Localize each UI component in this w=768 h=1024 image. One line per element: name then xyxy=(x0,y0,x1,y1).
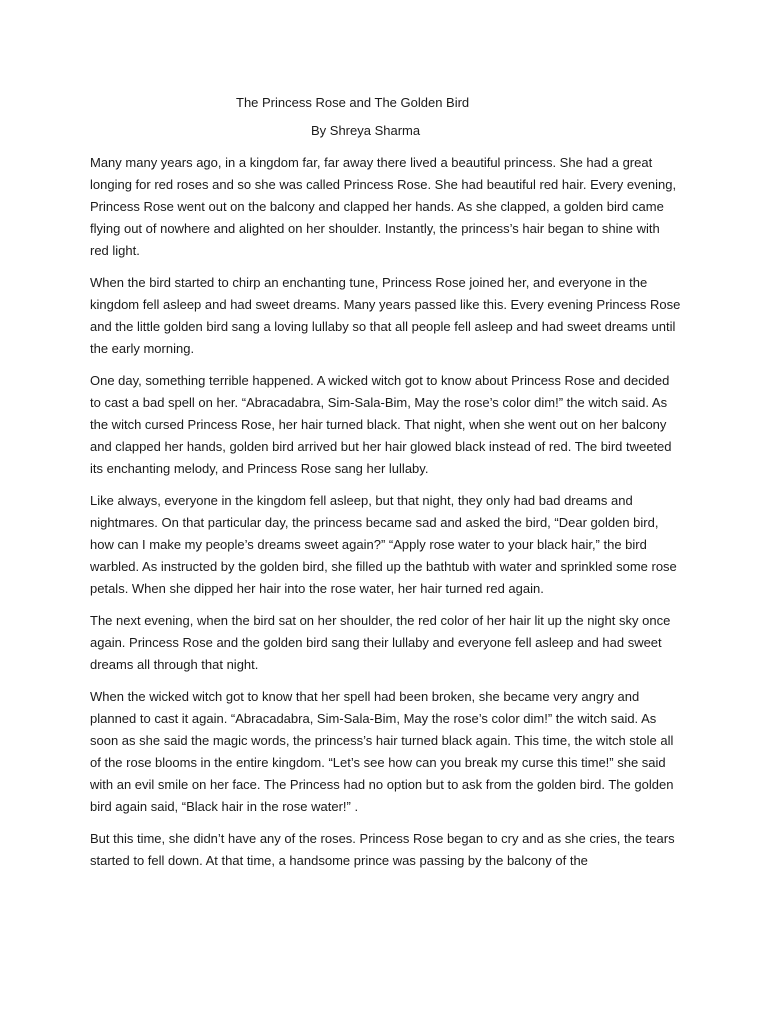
paragraph-6: When the wicked witch got to know that her spell had been broken, she became very angry and planned to cast it again. “Abracadabra, Sim-Sala-Bim, May the rose’s color dim!” the witch said. As soon as she said the magic words, the princess’s hair turned black again. This time, the witch stole all of the rose blooms in the entire kingdom. “Let’s see how can you break my curse this time!” she said with an evil smile on her face. The Princess had no option but to ask from the golden bird. The golden bird again said, “Black hair in the rose water!” . xyxy=(90,689,674,814)
document-body xyxy=(90,92,682,872)
paragraph-2: When the bird started to chirp an enchanting tune, Princess Rose joined her, and everyone in the kingdom fell asleep and had sweet dreams. Many years passed like this. Every evening Princess Rose and the little golden bird sang a loving lullaby so that all people fell asleep and had sweet dreams until the early morning. xyxy=(90,275,681,356)
paragraph-3: One day, something terrible happened. A wicked witch got to know about Princess Rose and decided to cast a bad spell on her. “Abracadabra, Sim-Sala-Bim, May the rose’s color dim!” the witch said. As the witch cursed Princess Rose, her hair turned black. That night, when she went out on her balcony and clapped her hands, golden bird arrived but her hair glowed black instead of red. The bird tweeted its enchanting melody, and Princess Rose sang her lullaby. xyxy=(90,373,672,476)
document-title: The Princess Rose and The Golden Bird xyxy=(236,95,470,110)
paragraph-1: Many many years ago, in a kingdom far, far away there lived a beautiful princess. She had a great longing for red roses and so she was called Princess Rose. She had beautiful red hair. Every evening, Princess Rose went out on the balcony and clapped her hands. As she clapped, a golden bird came flying out of nowhere and alighted on her shoulder. Instantly, the princess’s hair began to shine with red light. xyxy=(90,155,677,258)
paragraph-7: But this time, she didn’t have any of the roses. Princess Rose began to cry and as she cries, the tears started to fell down. At that time, a handsome prince was passing by the balcony of the xyxy=(90,831,675,868)
paragraph-5: The next evening, when the bird sat on her shoulder, the red color of her hair lit up the night sky once again. Princess Rose and the golden bird sang their lullaby and everyone fell asleep and had sweet dreams all through that night. xyxy=(90,613,671,672)
paragraph-4: Like always, everyone in the kingdom fell asleep, but that night, they only had bad dreams and nightmares. On that particular day, the princess became sad and asked the bird, “Dear golden bird, how can I make my people’s dreams sweet again?” “Apply rose water to your black hair,” the bird warbled. As instructed by the golden bird, she filled up the bathtub with water and sprinkled some rose petals. When she dipped her hair into the rose water, her hair turned red again. xyxy=(90,493,677,596)
document-author: By Shreya Sharma xyxy=(311,123,421,138)
